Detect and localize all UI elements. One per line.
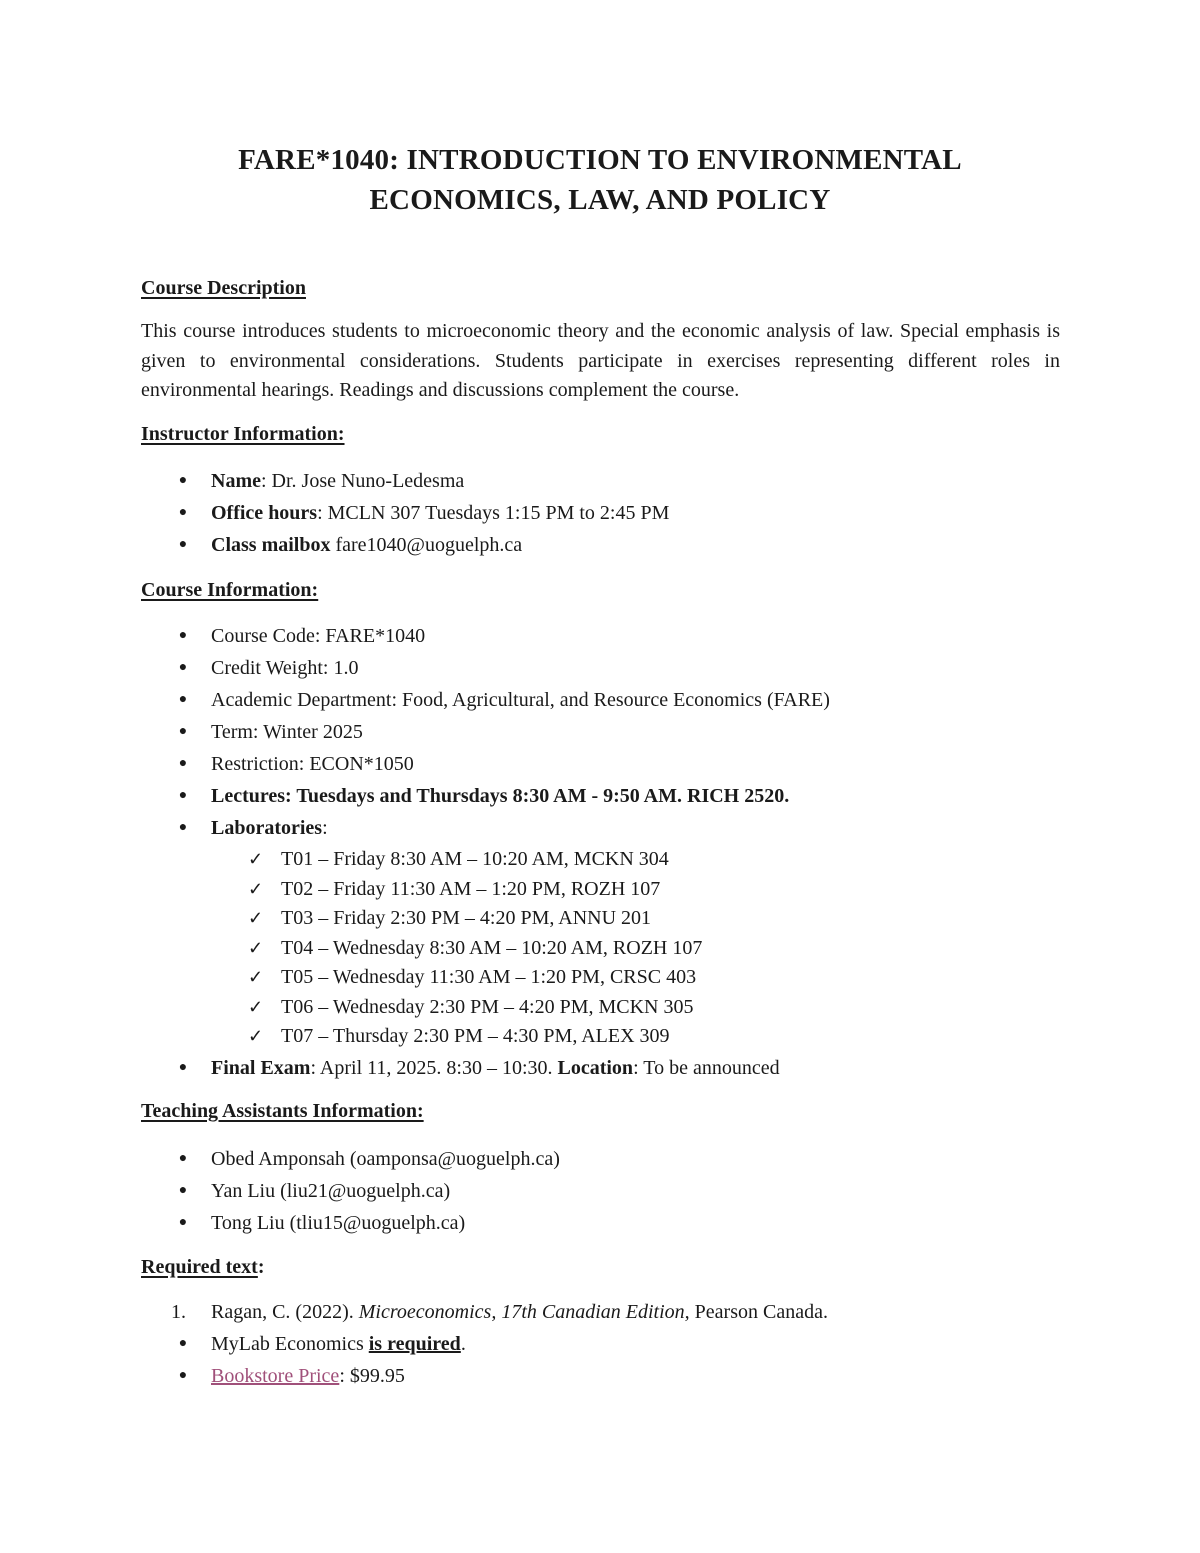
checkmark-icon: ✓	[248, 967, 264, 987]
location-label: Location	[557, 1056, 634, 1079]
lab-t03: T03 – Friday 2:30 PM – 4:20 PM, ANNU 201	[281, 907, 652, 929]
mylab-required: is required	[368, 1333, 461, 1355]
required-text-heading	[141, 1254, 265, 1280]
lab-t04: T04 – Wednesday 8:30 AM – 10:20 AM, ROZH 107	[281, 936, 703, 959]
lab-t01: T01 – Friday 8:30 AM – 10:20 AM, MCKN 304	[281, 848, 669, 870]
bookstore-price-link[interactable]: Bookstore Price	[211, 1365, 340, 1387]
list-item	[141, 652, 830, 684]
bookstore-price-value: : $99.95	[339, 1365, 405, 1387]
instructor-list	[141, 465, 669, 561]
list-item	[141, 1143, 560, 1175]
lectures: Lectures: Tuesdays and Thursdays 8:30 AM - 9:50 AM. RICH 2520.	[211, 785, 790, 807]
checkmark-icon: ✓	[248, 849, 264, 869]
laboratories-colon: :	[322, 817, 328, 839]
list-item	[141, 620, 830, 652]
list-item	[141, 529, 669, 561]
list-item	[141, 716, 830, 748]
bullet-icon: ●	[178, 505, 188, 520]
course-description-text: This course introduces students to microeconomic theory and the economic analysis of law. Special emphasis is given to environmental considerations. Students participate in exercises representing different roles in environmental hearings. Readings and discussions complement the course.	[141, 320, 1060, 401]
list-item	[141, 465, 669, 497]
restriction: Restriction: ECON*1050	[211, 753, 414, 775]
ta-tong-liu: Tong Liu (tliu15@uoguelph.ca)	[211, 1212, 466, 1234]
required-text-heading-label: Required text	[141, 1256, 258, 1278]
list-item	[141, 497, 669, 529]
list-item	[141, 1052, 830, 1084]
course-information-list	[141, 620, 830, 1084]
class-mailbox-value: fare1040@uoguelph.ca	[330, 534, 523, 556]
document-title	[140, 140, 1060, 220]
lab-t06: T06 – Wednesday 2:30 PM – 4:20 PM, MCKN 305	[281, 995, 694, 1018]
teaching-assistants-heading: Teaching Assistants Information:	[141, 1100, 424, 1122]
lab-item	[141, 1022, 830, 1052]
lab-item	[141, 904, 830, 934]
final-exam-label: Final Exam	[211, 1056, 311, 1079]
lab-t07: T07 – Thursday 2:30 PM – 4:30 PM, ALEX 309	[281, 1025, 670, 1047]
term: Term: Winter 2025	[211, 721, 363, 743]
mylab-period: .	[460, 1333, 466, 1355]
title-line-1: FARE*1040: INTRODUCTION TO ENVIRONMENTAL	[238, 144, 962, 176]
checkmark-icon: ✓	[248, 1026, 264, 1046]
lab-item	[141, 963, 830, 993]
list-item	[141, 812, 830, 1052]
lab-item	[141, 993, 830, 1023]
office-hours-label: Office hours	[211, 502, 318, 524]
book-title: Microeconomics, 17th Canadian Edition,	[358, 1301, 690, 1323]
office-hours-value: : MCLN 307 Tuesdays 1:15 PM to 2:45 PM	[317, 502, 670, 524]
laboratories-label: Laboratories	[211, 817, 323, 839]
title-line-2: ECONOMICS, LAW, AND POLICY	[369, 184, 831, 216]
checkmark-icon: ✓	[248, 878, 264, 899]
lab-t02: T02 – Friday 11:30 AM – 1:20 PM, ROZH 107	[281, 877, 661, 900]
location-value: : To be announced	[633, 1056, 780, 1079]
academic-department: Academic Department: Food, Agricultural, and Resource Economics (FARE)	[211, 689, 830, 711]
list-item	[141, 1328, 828, 1360]
lab-item	[141, 845, 830, 875]
ta-yan-liu: Yan Liu (liu21@uoguelph.ca)	[211, 1180, 451, 1202]
laboratory-sections	[211, 844, 830, 1052]
bullet-icon: ●	[178, 1059, 188, 1075]
final-exam-value: : April 11, 2025. 8:30 – 10:30.	[310, 1056, 558, 1079]
bullet-icon: ●	[178, 1151, 188, 1166]
course-description-heading: Course Description	[141, 277, 306, 299]
list-item	[141, 1296, 828, 1328]
bullet-icon: ●	[178, 692, 188, 707]
list-item	[141, 684, 830, 716]
instructor-heading: Instructor Information:	[141, 423, 345, 445]
class-mailbox-label: Class mailbox	[211, 534, 331, 556]
required-text-list	[141, 1296, 828, 1392]
book-author: Ragan, C. (2022).	[211, 1301, 359, 1323]
list-item	[141, 780, 830, 812]
ta-obed-amponsah: Obed Amponsah (oamponsa@uoguelph.ca)	[211, 1148, 560, 1170]
course-information-heading: Course Information:	[141, 579, 319, 601]
bullet-icon: ●	[178, 660, 188, 675]
book-publisher: Pearson Canada.	[689, 1301, 828, 1323]
list-item	[141, 1175, 560, 1207]
credit-weight: Credit Weight: 1.0	[211, 657, 359, 679]
course-code: Course Code: FARE*1040	[211, 625, 426, 647]
bullet-icon: ●	[178, 1183, 188, 1198]
list-item	[141, 748, 830, 780]
list-item	[141, 1360, 828, 1392]
lab-item	[141, 875, 830, 905]
bullet-icon: ●	[178, 628, 188, 643]
bullet-icon: ●	[178, 1368, 188, 1383]
bullet-icon: ●	[178, 820, 188, 835]
bullet-icon: ●	[178, 788, 188, 803]
list-item	[141, 1207, 560, 1239]
instructor-name-value: : Dr. Jose Nuno-Ledesma	[260, 470, 465, 492]
list-number: 1.	[171, 1301, 186, 1323]
checkmark-icon: ✓	[248, 908, 264, 928]
bullet-icon: ●	[178, 756, 188, 771]
lab-item	[141, 934, 830, 964]
bullet-icon: ●	[178, 724, 188, 739]
lab-t05: T05 – Wednesday 11:30 AM – 1:20 PM, CRSC 403	[281, 966, 697, 988]
mylab-text: MyLab Economics	[211, 1333, 369, 1355]
teaching-assistants-list	[141, 1143, 560, 1239]
bullet-icon: ●	[178, 1215, 188, 1230]
bullet-icon: ●	[178, 473, 188, 488]
checkmark-icon: ✓	[248, 996, 264, 1017]
required-text-heading-colon: :	[257, 1256, 265, 1278]
bullet-icon: ●	[178, 1336, 188, 1351]
instructor-name-label: Name	[211, 470, 261, 492]
checkmark-icon: ✓	[248, 937, 264, 958]
bullet-icon: ●	[178, 537, 188, 552]
